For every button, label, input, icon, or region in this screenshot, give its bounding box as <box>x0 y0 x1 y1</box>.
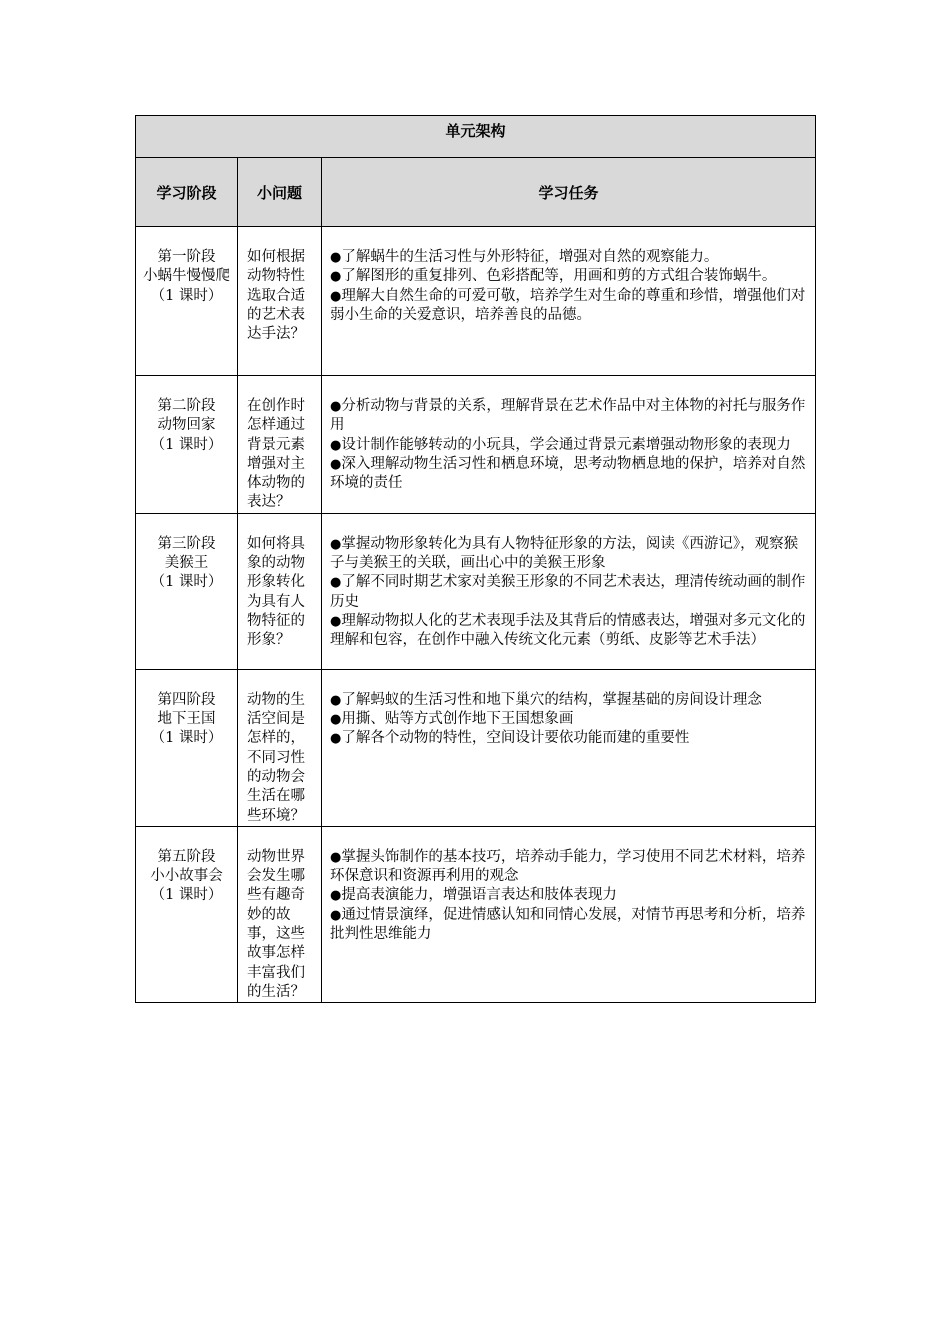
question-cell: 在创作时怎样通过背景元素增强对主体动物的表达？ <box>238 376 322 514</box>
stage-hours: （1 课时） <box>150 730 223 747</box>
stage-name: 美猴王 <box>164 555 209 572</box>
bullet-icon: ● <box>330 692 342 708</box>
task-item: ●深入理解动物生活习性和栖息环境，思考动物栖息地的保护，培养对自然环境的责任 <box>330 455 806 492</box>
task-item: ●了解蚂蚁的生活习性和地下巢穴的结构，掌握基础的房间设计理念 <box>330 691 762 708</box>
table-row <box>136 826 816 1002</box>
header-row <box>136 158 816 227</box>
table-row <box>136 376 816 514</box>
question-cell: 动物世界会发生哪些有趣奇妙的故事，这些故事怎样丰富我们的生活？ <box>238 826 322 1002</box>
task-cell <box>322 513 816 669</box>
header-stage: 学习阶段 <box>136 158 238 227</box>
stage-number: 第五阶段 <box>157 848 216 865</box>
header-question: 小问题 <box>238 158 322 227</box>
bullet-icon: ● <box>330 536 342 552</box>
bullet-icon: ● <box>330 456 342 472</box>
stage-hours: （1 课时） <box>150 436 223 453</box>
question-cell: 动物的生活空间是怎样的，不同习性的动物会生活在哪些环境？ <box>238 669 322 826</box>
table-row <box>136 669 816 826</box>
stage-hours: （1 课时） <box>150 574 223 591</box>
stage-number: 第四阶段 <box>157 691 216 708</box>
bullet-icon: ● <box>330 250 342 265</box>
bullet-icon: ● <box>330 437 342 453</box>
task-cell <box>322 669 816 826</box>
stage-number: 第二阶段 <box>157 398 216 414</box>
stage-cell <box>136 826 238 1002</box>
table-row <box>136 513 816 669</box>
question-cell: 如何将具象的动物形象转化为具有人物特征的形象？ <box>238 513 322 669</box>
task-item: ●理解大自然生命的可爱可敬，培养学生对生命的尊重和珍惜，增强他们对弱小生命的关爱意识，培养善良的品德。 <box>330 287 806 323</box>
task-item: ●了解蜗牛的生活习性与外形特征，增强对自然的观察能力。 <box>330 249 719 265</box>
task-cell <box>322 227 816 376</box>
task-item: ●掌握头饰制作的基本技巧，培养动手能力，学习使用不同艺术材料，培养环保意识和资源再利用的观念 <box>330 848 806 885</box>
table-row <box>136 227 816 376</box>
task-item: ●了解各个动物的特性，空间设计要依功能而建的重要性 <box>330 730 690 747</box>
task-cell <box>322 376 816 514</box>
bullet-icon: ● <box>330 575 342 591</box>
task-cell <box>322 826 816 1002</box>
stage-name: 小蜗牛慢慢爬 <box>143 268 230 285</box>
bullet-icon: ● <box>330 269 342 285</box>
task-item: ●设计制作能够转动的小玩具，学会通过背景元素增强动物形象的表现力 <box>330 436 791 453</box>
stage-cell <box>136 669 238 826</box>
task-item: ●了解图形的重复排列、色彩搭配等，用画和剪的方式组合装饰蜗牛。 <box>330 268 777 285</box>
stage-cell <box>136 227 238 376</box>
stage-number: 第三阶段 <box>157 535 216 552</box>
task-item: ●理解动物拟人化的艺术表现手法及其背后的情感表达，增强对多元文化的理解和包容，在创作中融入传统文化元素（剪纸、皮影等艺术手法） <box>330 612 806 649</box>
bullet-icon: ● <box>330 399 342 414</box>
question-cell: 如何根据动物特性选取合适的艺术表达手法？ <box>238 227 322 376</box>
header-tasks: 学习任务 <box>322 158 816 227</box>
bullet-icon: ● <box>330 888 342 904</box>
stage-name: 动物回家 <box>157 417 216 434</box>
stage-name: 小小故事会 <box>150 868 223 885</box>
task-item: ●通过情景演绎，促进情感认知和同情心发展，对情节再思考和分析，培养批判性思维能力 <box>330 906 806 943</box>
unit-structure-table <box>135 115 816 1003</box>
stage-hours: （1 课时） <box>150 287 223 304</box>
bullet-icon: ● <box>330 613 342 629</box>
task-item: ●提高表演能力，增强语言表达和肢体表现力 <box>330 887 617 904</box>
bullet-icon: ● <box>330 288 342 304</box>
bullet-icon: ● <box>330 731 342 747</box>
table-title: 单元架构 <box>136 116 816 158</box>
bullet-icon: ● <box>330 712 342 728</box>
task-item: ●了解不同时期艺术家对美猴王形象的不同艺术表达，理清传统动画的制作历史 <box>330 574 806 610</box>
task-item: ●用撕、贴等方式创作地下王国想象画 <box>330 711 574 728</box>
stage-number: 第一阶段 <box>157 249 216 265</box>
stage-cell <box>136 376 238 514</box>
task-item: ●掌握动物形象转化为具有人物特征形象的方法，阅读《西游记》，观察猴子与美猴王的关联，画出心中的美猴王形象 <box>330 535 799 572</box>
title-row <box>136 116 816 158</box>
bullet-icon: ● <box>330 907 342 923</box>
bullet-icon: ● <box>330 849 342 865</box>
stage-cell <box>136 513 238 669</box>
stage-name: 地下王国 <box>157 711 216 728</box>
task-item: ●分析动物与背景的关系，理解背景在艺术作品中对主体物的衬托与服务作用 <box>330 398 806 434</box>
stage-hours: （1 课时） <box>150 887 223 904</box>
